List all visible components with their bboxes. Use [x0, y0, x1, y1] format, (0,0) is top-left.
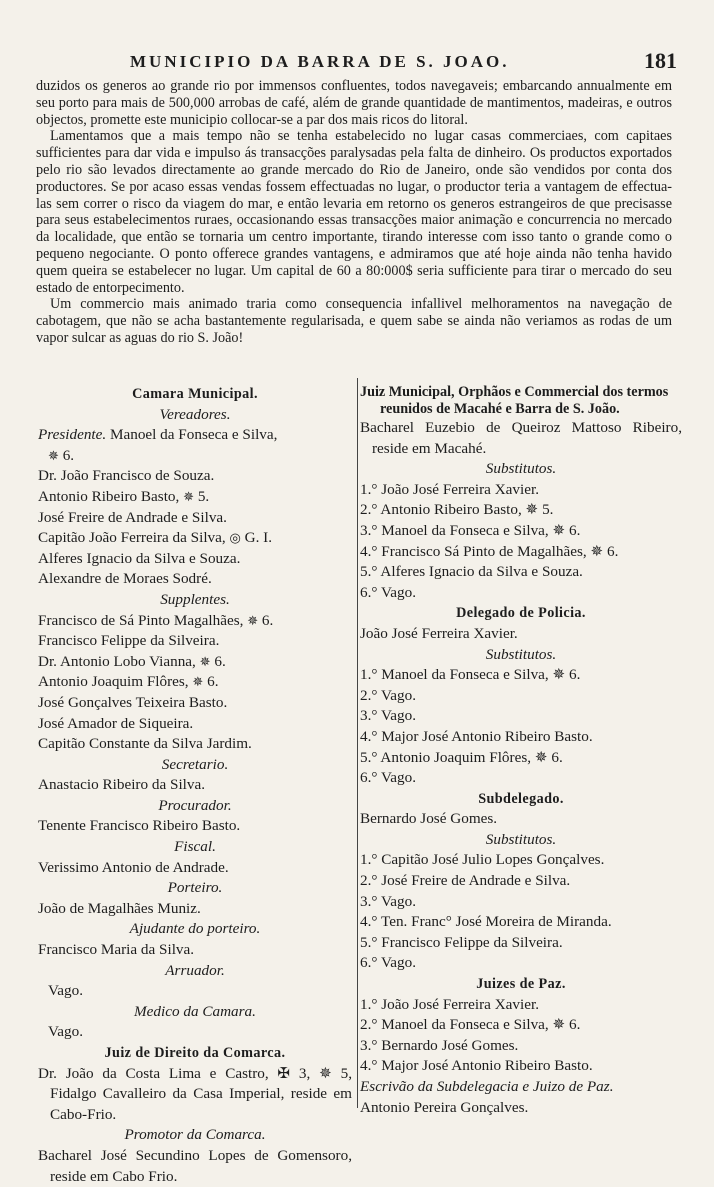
list-item: 4.° Major José Antonio Ribeiro Basto. [360, 1057, 593, 1075]
subdelegado-heading: Subdelegado. [478, 790, 564, 807]
supplente-3-badge: 6. [214, 652, 226, 670]
subdelegado-name: Bernardo José Gomes. [360, 810, 498, 828]
fiscal-name: Verissimo Antonio de Andrade. [38, 858, 229, 876]
vereador-4: José Freire de Andrade e Silva. [38, 508, 227, 526]
supplente-6: José Amador de Siqueira. [38, 714, 194, 732]
list-item: 2.° José Freire de Andrade e Silva. [360, 872, 571, 890]
list-item: 3.° Vago. [360, 892, 416, 910]
intro-paragraph-3: Um commercio mais animado traria como consequencia infallivel melhoramentos na navegação de cabotagem, que não se acha bastantemente regularisada, e quem sabe se ainda não veriamos as rodas de um vapor sulcar as aguas do rio S. João! [36, 296, 672, 346]
running-title: MUNICIPIO DA BARRA DE S. JOAO. [130, 52, 510, 71]
list-item: 2.° Antonio Ribeiro Basto, ✵ 5. [360, 501, 554, 519]
presidente-badge: 6. [62, 446, 75, 464]
vereador-2: Dr. João Francisco de Souza. [38, 467, 215, 485]
vereador-6: Alferes Ignacio da Silva e Souza. [38, 549, 241, 567]
presidente-badge-line [38, 446, 352, 467]
arruador-name: Vago. [48, 982, 84, 1000]
vereadores-heading: Vereadores. [159, 405, 231, 423]
presidente-name: Manoel da Fonseca e Silva, [109, 426, 278, 444]
juiz-municipal-text: Bacharel Euzebio de Queiroz Mattoso Ribeiro, reside em Macahé. [360, 419, 682, 457]
supplente-1-name: Francisco de Sá Pinto Magalhães, [38, 611, 248, 629]
list-item: 5.° Alferes Ignacio da Silva e Souza. [360, 563, 583, 581]
list-item: 5.° Antonio Joaquim Flôres, ✵ 6. [360, 748, 563, 766]
order-circle-icon: ◎ [229, 530, 241, 546]
order-star-icon: ✵ [48, 447, 59, 463]
supplente-2: Francisco Felippe da Silveira. [38, 632, 220, 650]
vereador-7: Alexandre de Moraes Sodré. [38, 570, 212, 588]
fiscal-heading: Fiscal. [174, 838, 216, 856]
substitutos-heading-1: Substitutos. [485, 460, 557, 478]
order-star-icon: ✵ [192, 674, 204, 690]
vereador-3 [38, 487, 352, 508]
ajudante-heading: Ajudante do porteiro. [129, 920, 261, 938]
porteiro-heading: Porteiro. [167, 879, 223, 897]
secretario-name: Anastacio Ribeiro da Silva. [38, 776, 206, 794]
intro-paragraph-2: Lamentamos que a mais tempo não se tenha estabelecido no lugar casas commerciaes, com capitaes sufficientes para dar vida e impulso ás transacções paralysadas pela falta de dinheiro. Os productos exportados pelo rio são levados directamente ao grande mercado do Rio de Janeiro, onde são vendidos por conta dos productores. Se por acaso essas vendas fossem effectuadas no lugar, o productor teria a vantagem de effectua-las sem correr o risco da viagem do mar, e então levaria em retorno os generos estrangeiros de que precisasse para seus estabelecimentos ruraes, occasionando essas transacções maior animação e concurrencia no mercado da localidade, que então se tornaria um centro importante, tirando interesse com isso tanto o grande como o pequeno negociante. O ponto offerece grandes vantagens, e admiramos que até hoje ainda não tenha havido quem queira se estabelecer no lugar. Um capital de 60 a 80:000$ seria sufficiente para tirar o mercado do seu estado de entorpecimento. [36, 128, 672, 296]
list-item: 1.° Manoel da Fonseca e Silva, ✵ 6. [360, 666, 581, 684]
supplente-3-name: Dr. Antonio Lobo Vianna, [38, 652, 200, 670]
list-item: 1.° João José Ferreira Xavier. [360, 480, 539, 498]
juiz-municipal-heading: Juiz Municipal, Orphãos e Commercial dos termos reunidos de Macahé e Barra de S. João. [360, 384, 669, 417]
list-item: 3.° Manoel da Fonseca e Silva, ✵ 6. [360, 521, 581, 539]
right-column [360, 384, 682, 1118]
supplente-7: Capitão Constante da Silva Jardim. [38, 735, 252, 753]
medico-name: Vago. [48, 1023, 84, 1041]
procurador-heading: Procurador. [158, 796, 232, 814]
order-star-icon: ✵ [183, 488, 195, 504]
vereador-5-badge: G. I. [244, 529, 273, 547]
vereador-3-badge: 5. [197, 487, 210, 505]
intro-paragraph-1: duzidos os generos ao grande rio por immensos confluentes, todos navegaveis; embarcando annualmente em seu porto para mais de 500,000 arrobas de café, além de grande quantidade de mantimentos, madeiras, e outros objectos, promette este municipio collocar-se a par dos mais ricos do litoral. [36, 78, 672, 128]
list-item: 1.° João José Ferreira Xavier. [360, 995, 539, 1013]
vereador-3-name: Antonio Ribeiro Basto, [38, 487, 184, 505]
secretario-heading: Secretario. [161, 755, 229, 773]
list-item: 4.° Francisco Sá Pinto de Magalhães, ✵ 6. [360, 542, 619, 560]
juiz-direito-heading: Juiz de Direito da Comarca. [104, 1045, 286, 1061]
substitutos-heading-2: Substitutos. [485, 645, 557, 663]
page-number: 181 [644, 48, 677, 73]
procurador-name: Tenente Francisco Ribeiro Basto. [38, 817, 241, 835]
arruador-heading: Arruador. [165, 961, 225, 979]
supplentes-heading: Supplentes. [160, 590, 230, 608]
intro-text [36, 78, 672, 347]
list-item: 6.° Vago. [360, 583, 416, 601]
list-item: 6.° Vago. [360, 954, 416, 972]
delegado-heading: Delegado de Policia. [456, 605, 586, 622]
column-divider [357, 378, 358, 1108]
list-item: 1.° Capitão José Julio Lopes Gonçalves. [360, 851, 605, 869]
supplente-5: José Gonçalves Teixeira Basto. [38, 693, 228, 711]
medico-heading: Medico da Camara. [134, 1002, 256, 1020]
list-item: 3.° Vago. [360, 707, 416, 725]
list-item: 6.° Vago. [360, 769, 416, 787]
list-item: 2.° Vago. [360, 686, 416, 704]
list-item: 4.° Ten. Franc° José Moreira de Miranda. [360, 913, 612, 931]
delegado-name: João José Ferreira Xavier. [360, 624, 518, 642]
supplente-1-badge: 6. [261, 611, 274, 629]
supplente-1 [38, 611, 352, 632]
vereador-5 [38, 528, 352, 549]
vereador-5-name: Capitão João Ferreira da Silva, [38, 529, 230, 547]
order-star-icon: ✵ [247, 612, 259, 628]
supplente-4-badge: 6. [207, 673, 219, 691]
escrivao-heading: Escrivão da Subdelegacia e Juizo de Paz. [360, 1078, 614, 1095]
promotor-heading: Promotor da Comarca. [124, 1126, 266, 1144]
promotor-text: Bacharel José Secundino Lopes de Gomensoro, reside em Cabo Frio. [38, 1146, 352, 1185]
list-item: 5.° Francisco Felippe da Silveira. [360, 933, 563, 951]
substitutos-heading-3: Substitutos. [485, 830, 557, 848]
juiz-direito-text: Dr. João da Costa Lima e Castro, ✠ 3, ✵ 5, Fidalgo Cavalleiro da Casa Imperial, reside em Cabo-Frio. [38, 1064, 352, 1123]
list-item: 2.° Manoel da Fonseca e Silva, ✵ 6. [360, 1016, 581, 1034]
camara-heading: Camara Municipal. [132, 386, 258, 402]
order-star-icon: ✵ [199, 653, 211, 669]
supplente-4-name: Antonio Joaquim Flôres, [38, 673, 193, 691]
presidente-label: Presidente. [38, 426, 107, 444]
escrivao-name: Antonio Pereira Gonçalves. [360, 1098, 529, 1116]
list-item: 4.° Major José Antonio Ribeiro Basto. [360, 727, 593, 745]
presidente-line [38, 425, 352, 446]
porteiro-name: João de Magalhães Muniz. [38, 899, 201, 917]
ajudante-name: Francisco Maria da Silva. [38, 941, 195, 959]
left-column [38, 384, 352, 1187]
juizes-paz-heading: Juizes de Paz. [476, 976, 566, 993]
supplente-3 [38, 652, 352, 673]
list-item: 3.° Bernardo José Gomes. [360, 1036, 519, 1054]
supplente-4 [38, 672, 352, 693]
